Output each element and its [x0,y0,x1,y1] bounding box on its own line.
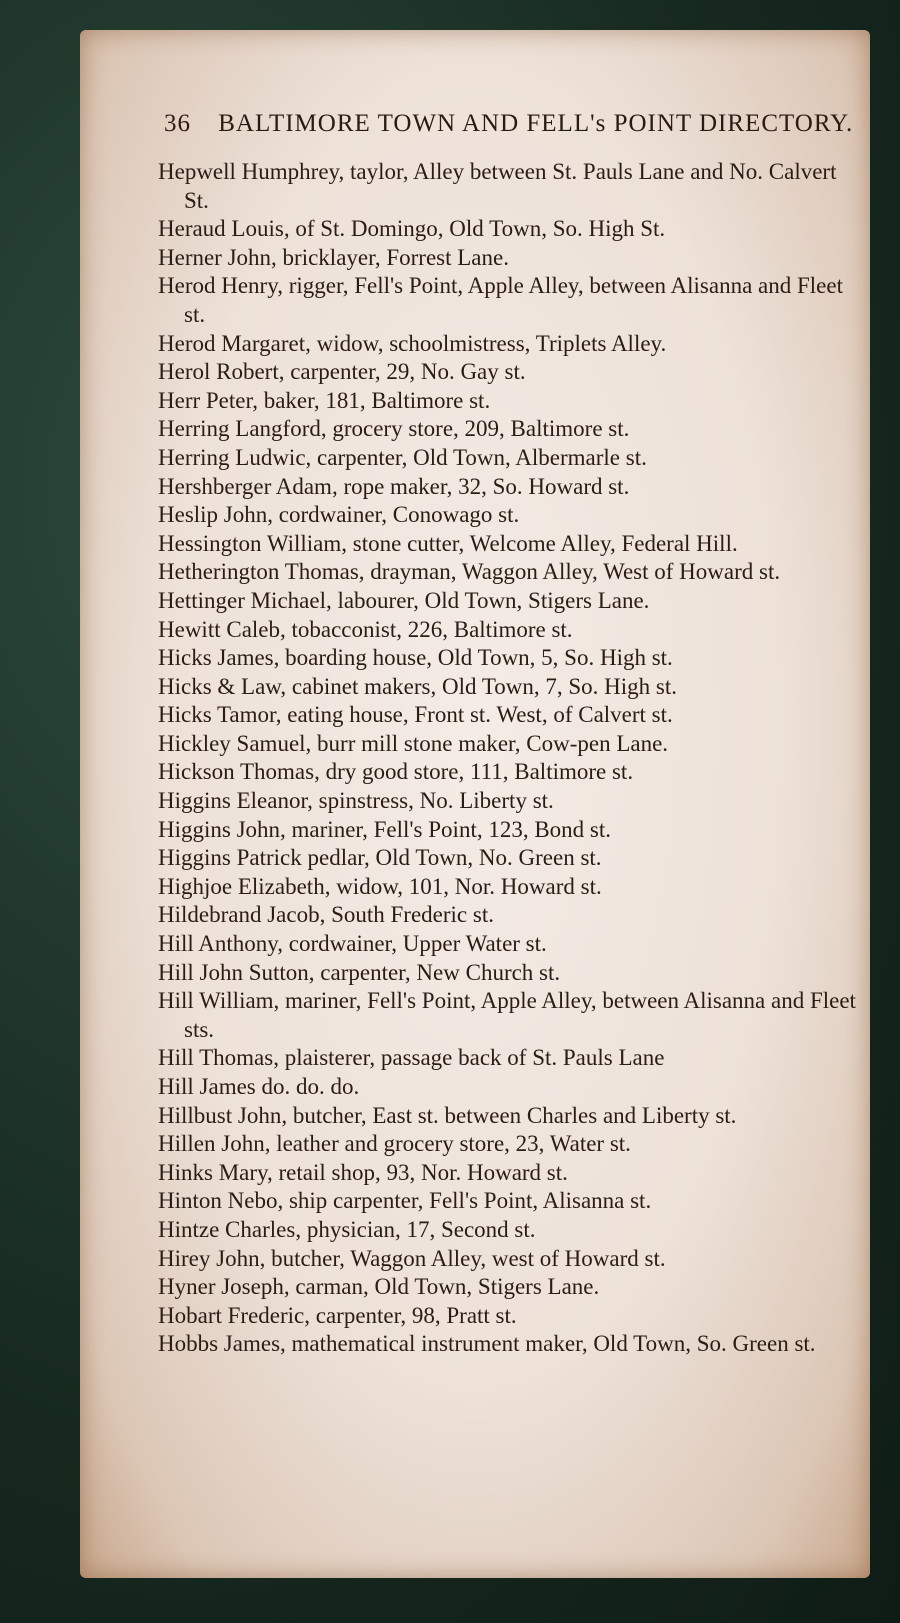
directory-entry: Heslip John, cordwainer, Conowago st. [158,502,520,528]
directory-entry: Hintze Charles, physician, 17, Second st. [158,1216,536,1242]
directory-page [80,30,870,1578]
directory-entry: Herring Ludwic, carpenter, Old Town, Albermarle st. [158,444,647,470]
directory-entry: Higgins John, mariner, Fell's Point, 123, Bond st. [158,816,612,842]
directory-entry: Hinks Mary, retail shop, 93, Nor. Howard st. [158,1159,568,1185]
directory-entry: Hill John Sutton, carpenter, New Church st. [158,959,561,985]
directory-entry: Hirey John, butcher, Waggon Alley, west of Howard st. [158,1245,666,1271]
directory-entry: Hinton Nebo, ship carpenter, Fell's Point, Alisanna st. [158,1188,652,1214]
directory-entry: Higgins Eleanor, spinstress, No. Liberty st. [158,788,554,814]
directory-entry: Hillen John, leather and grocery store, 23, Water st. [158,1131,631,1157]
directory-entry: Hillbust John, butcher, East st. between Charles and Liberty st. [158,1102,737,1128]
directory-entry: Hetherington Thomas, drayman, Waggon Alley, West of Howard st. [158,559,781,585]
directory-entry: Hershberger Adam, rope maker, 32, So. Howard st. [158,473,630,499]
directory-entry: Hill William, mariner, Fell's Point, Apple Alley, between Alisanna and Fleet sts. [158,988,856,1042]
directory-entry: Hepwell Humphrey, taylor, Alley between St. Pauls Lane and No. Calvert St. [158,159,837,213]
directory-entry: Hildebrand Jacob, South Frederic st. [158,902,494,928]
directory-entry: Herring Langford, grocery store, 209, Baltimore st. [158,416,630,442]
directory-entry: Herol Robert, carpenter, 29, No. Gay st. [158,359,526,385]
directory-entry: Herod Margaret, widow, schoolmistress, Triplets Alley. [158,330,667,356]
directory-entry: Hessington William, stone cutter, Welcome Alley, Federal Hill. [158,530,738,556]
directory-entry: Hill James do. do. do. [158,1074,360,1099]
directory-entry: Hobbs James, mathematical instrument maker, Old Town, So. Green st. [158,1331,816,1357]
page-number: 36 [164,110,191,137]
directory-entry: Herod Henry, rigger, Fell's Point, Apple Alley, between Alisanna and Fleet st. [158,273,843,327]
directory-entry: Hicks James, boarding house, Old Town, 5, So. High st. [158,645,673,671]
page-header [164,110,864,138]
directory-entry: Hettinger Michael, labourer, Old Town, Stigers Lane. [158,587,650,613]
directory-entry: Hicks Tamor, eating house, Front st. West, of Calvert st. [158,702,673,728]
directory-entry: Hicks & Law, cabinet makers, Old Town, 7, So. High st. [158,673,678,699]
directory-entry: Hill Anthony, cordwainer, Upper Water st. [158,931,547,957]
directory-entry: Hyner Joseph, carman, Old Town, Stigers Lane. [158,1274,600,1300]
directory-entry: Hickson Thomas, dry good store, 111, Baltimore st. [158,759,634,785]
directory-entry: Hill Thomas, plaisterer, passage back of St. Pauls Lane [158,1045,665,1071]
page-title: BALTIMORE TOWN AND FELL's POINT DIRECTORY. [218,110,854,137]
directory-entry: Hobart Frederic, carpenter, 98, Pratt st. [158,1302,517,1328]
directory-entry: Herr Peter, baker, 181, Baltimore st. [158,387,491,413]
directory-entry: Highjoe Elizabeth, widow, 101, Nor. Howard st. [158,873,602,899]
directory-entry: Hewitt Caleb, tobacconist, 226, Baltimore st. [158,616,573,642]
directory-entries [158,158,858,1359]
directory-entry: Herner John, bricklayer, Forrest Lane. [158,244,509,270]
directory-entry: Hickley Samuel, burr mill stone maker, Cow-pen Lane. [158,730,669,756]
directory-entry: Heraud Louis, of St. Domingo, Old Town, So. High St. [158,216,666,242]
directory-entry: Higgins Patrick pedlar, Old Town, No. Green st. [158,845,602,871]
